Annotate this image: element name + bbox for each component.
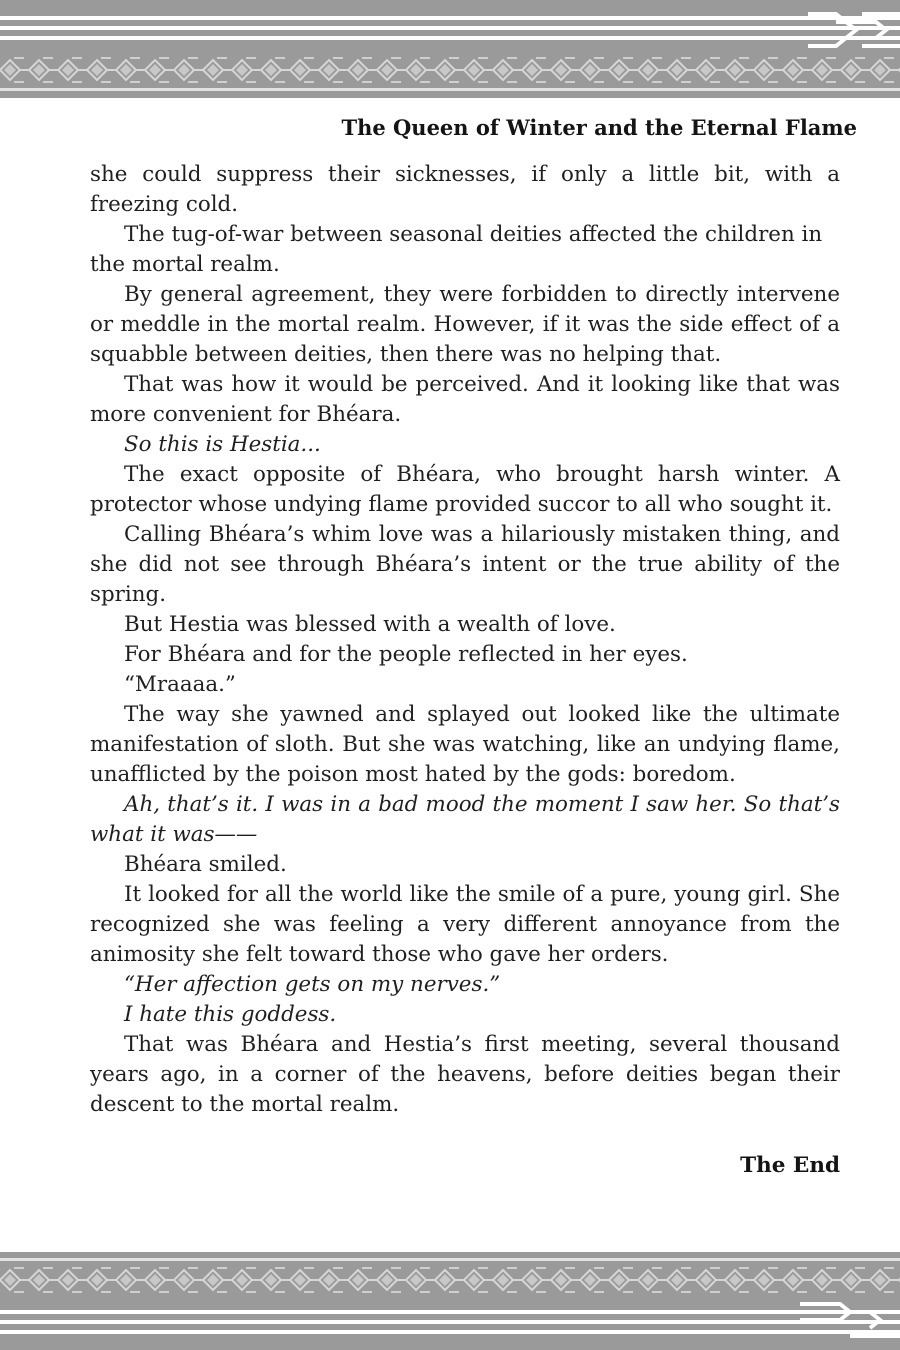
paragraph-6: The exact opposite of Bhéara, who brought harsh winter. A protector whose undying flame provided succor to all who sought it. (90, 462, 840, 517)
paragraph-8: But Hestia was blessed with a wealth of love. (124, 612, 616, 637)
paragraph-10-dialogue: “Mraaaa.” (124, 672, 236, 697)
paragraph-11: The way she yawned and splayed out looked like the ultimate manifestation of sloth. But she was watching, like an undying flame, unafflicted by the poison most hated by the gods: boredom. (90, 702, 840, 787)
paragraph-14: It looked for all the world like the smile of a pure, young girl. She recognized she was feeling a very different annoyance from the animosity she felt toward those who gave her orders. (90, 882, 840, 967)
paragraph-1: she could suppress their sicknesses, if only a little bit, with a freezing cold. (90, 162, 840, 217)
paragraph-9: For Bhéara and for the people reflected in her eyes. (124, 642, 688, 667)
paragraph-13: Bhéara smiled. (124, 852, 287, 877)
the-end-label: The End (740, 1153, 840, 1178)
body-text (90, 160, 840, 1120)
running-title: The Queen of Winter and the Eternal Flame (341, 115, 857, 140)
paragraph-7: Calling Bhéara’s whim love was a hilariously mistaken thing, and she did not see through Bhéara’s intent or the true ability of the spring. (90, 522, 840, 607)
paragraph-5-italic: So this is Hestia... (124, 432, 321, 457)
bottom-ornamental-border (0, 1252, 900, 1350)
paragraph-16-italic: I hate this goddess. (124, 1002, 337, 1027)
paragraph-15-italic-dialogue: “Her affection gets on my nerves.” (124, 972, 501, 997)
paragraph-3: By general agreement, they were forbidden to directly intervene or meddle in the mortal realm. However, if it was the side effect of a squabble between deities, then there was no helping that. (90, 282, 840, 367)
top-ornamental-border (0, 0, 900, 98)
paragraph-4: That was how it would be perceived. And it looking like that was more convenient for Bhéara. (90, 372, 840, 427)
paragraph-2: The tug-of-war between seasonal deities affected the children in the mortal realm. (90, 222, 823, 277)
paragraph-17: That was Bhéara and Hestia’s first meeting, several thousand years ago, in a corner of the heavens, before deities began their descent to the mortal realm. (90, 1032, 840, 1117)
paragraph-12-italic: Ah, that’s it. I was in a bad mood the moment I saw her. So that’s what it was—— (90, 792, 840, 847)
